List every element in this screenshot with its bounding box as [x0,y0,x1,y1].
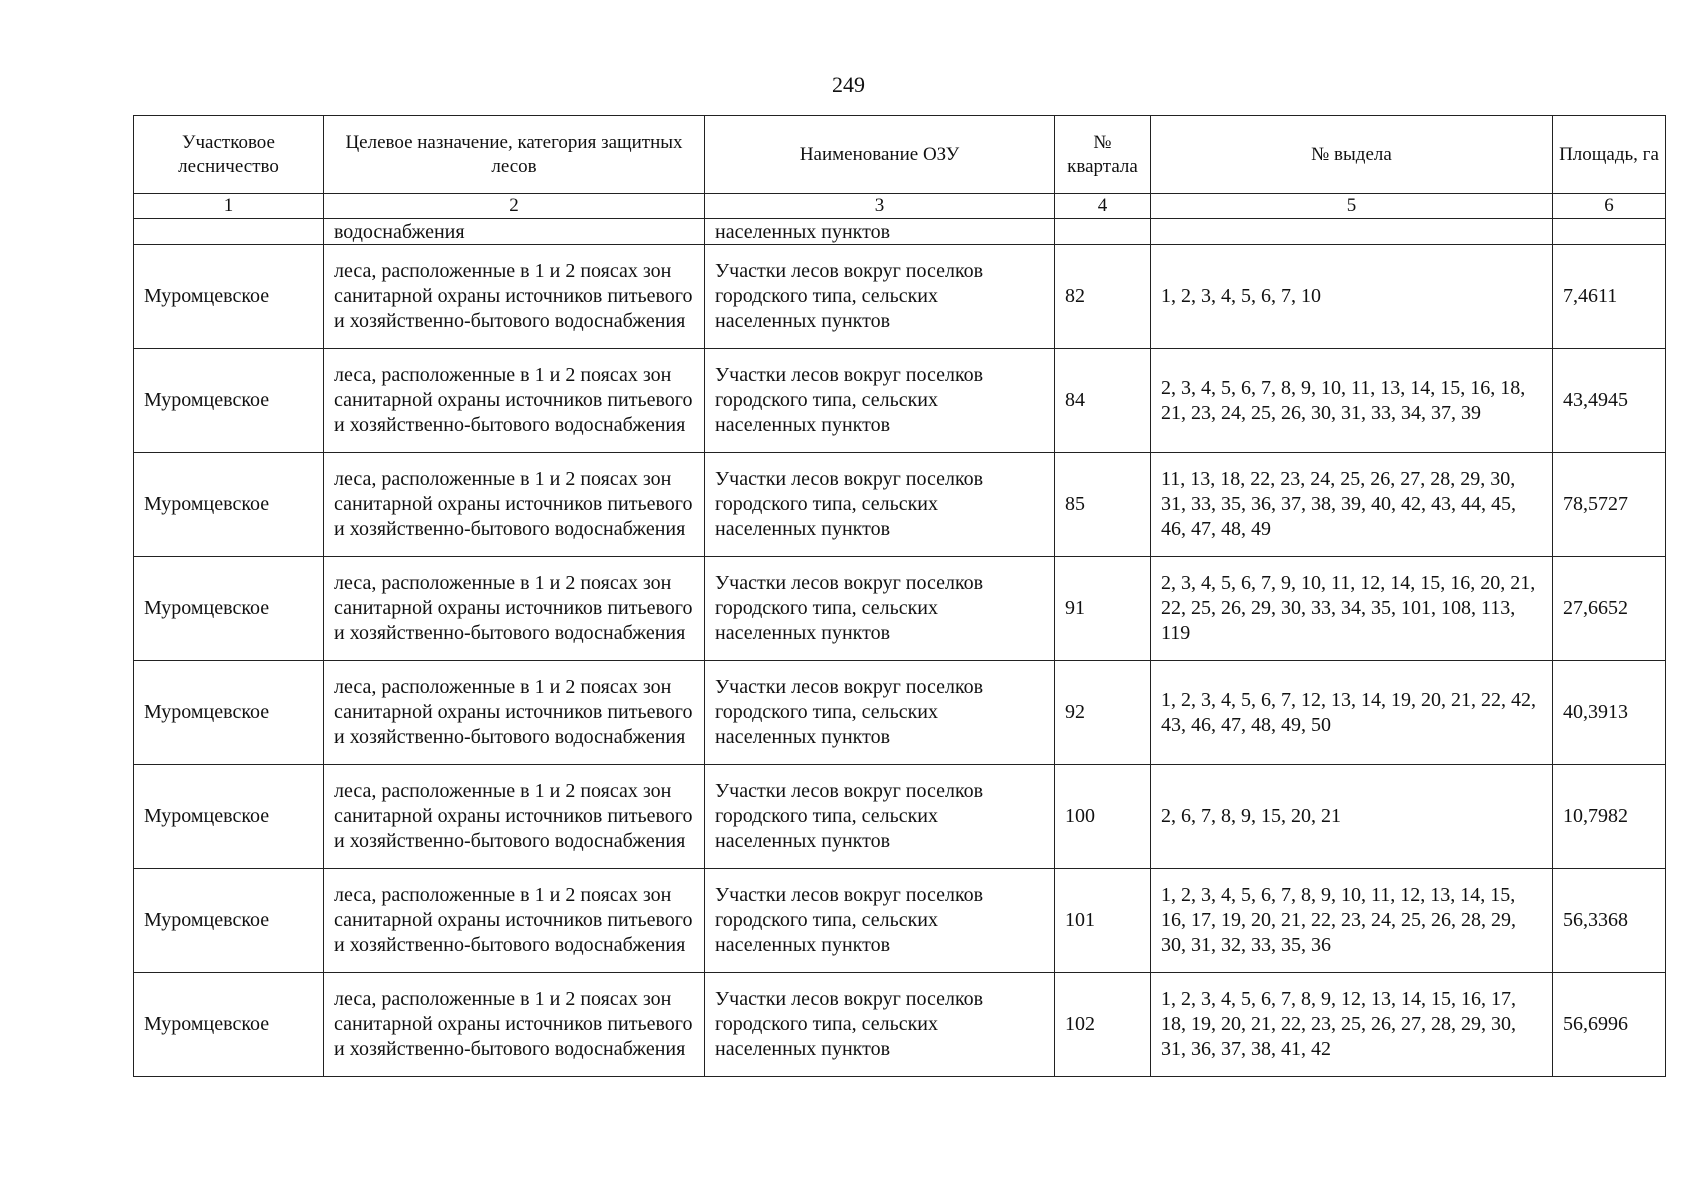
table-row [134,973,1666,1077]
cell-purpose: водоснабжения [324,219,705,245]
cell-quarter: 85 [1055,453,1151,557]
cell-sections: 2, 3, 4, 5, 6, 7, 8, 9, 10, 11, 13, 14, 15, 16, 18, 21, 23, 24, 25, 26, 30, 31, 33, 34, 37, 39 [1151,349,1553,453]
cell-quarter: 102 [1055,973,1151,1077]
table-row [134,661,1666,765]
cell-quarter: 92 [1055,661,1151,765]
cell-sections: 1, 2, 3, 4, 5, 6, 7, 8, 9, 10, 11, 12, 13, 14, 15, 16, 17, 19, 20, 21, 22, 23, 24, 25, 26, 28, 29, 30, 31, 32, 33, 35, 36 [1151,869,1553,973]
table-row [134,765,1666,869]
cell-forestry: Муромцевское [134,453,324,557]
column-header-purpose: Целевое назначение, категория защитных лесов [324,116,705,194]
cell-area: 43,4945 [1553,349,1666,453]
column-number: 1 [134,194,324,219]
column-header-forestry: Участковое лесничество [134,116,324,194]
cell-area: 56,3368 [1553,869,1666,973]
cell-purpose: леса, расположенные в 1 и 2 поясах зон санитарной охраны источников питьевого и хозяйственно-бытового водоснабжения [324,765,705,869]
column-header-ozu: Наименование ОЗУ [705,116,1055,194]
cell-quarter: 100 [1055,765,1151,869]
column-number-row [134,194,1666,219]
cell-forestry: Муромцевское [134,245,324,349]
cell-area: 40,3913 [1553,661,1666,765]
cell-sections: 11, 13, 18, 22, 23, 24, 25, 26, 27, 28, 29, 30, 31, 33, 35, 36, 37, 38, 39, 40, 42, 43, 44, 45, 46, 47, 48, 49 [1151,453,1553,557]
cell-purpose: леса, расположенные в 1 и 2 поясах зон санитарной охраны источников питьевого и хозяйственно-бытового водоснабжения [324,557,705,661]
column-header-quarter: № квартала [1055,116,1151,194]
cell-forestry [134,219,324,245]
cell-quarter: 91 [1055,557,1151,661]
cell-ozu: Участки лесов вокруг поселков городского типа, сельских населенных пунктов [705,869,1055,973]
cell-sections [1151,219,1553,245]
table-row [134,245,1666,349]
cell-purpose: леса, расположенные в 1 и 2 поясах зон санитарной охраны источников питьевого и хозяйственно-бытового водоснабжения [324,245,705,349]
cell-ozu: Участки лесов вокруг поселков городского типа, сельских населенных пунктов [705,973,1055,1077]
cell-area [1553,219,1666,245]
forest-table [133,115,1666,1077]
page-number: 249 [832,72,865,97]
table-row [134,349,1666,453]
cell-area: 10,7982 [1553,765,1666,869]
cell-area: 27,6652 [1553,557,1666,661]
cell-purpose: леса, расположенные в 1 и 2 поясах зон санитарной охраны источников питьевого и хозяйственно-бытового водоснабжения [324,453,705,557]
cell-sections: 1, 2, 3, 4, 5, 6, 7, 10 [1151,245,1553,349]
cell-ozu: Участки лесов вокруг поселков городского типа, сельских населенных пунктов [705,661,1055,765]
cell-sections: 2, 3, 4, 5, 6, 7, 9, 10, 11, 12, 14, 15, 16, 20, 21, 22, 25, 26, 29, 30, 33, 34, 35, 101, 108, 113, 119 [1151,557,1553,661]
column-number: 2 [324,194,705,219]
cell-purpose: леса, расположенные в 1 и 2 поясах зон санитарной охраны источников питьевого и хозяйственно-бытового водоснабжения [324,869,705,973]
cell-purpose: леса, расположенные в 1 и 2 поясах зон санитарной охраны источников питьевого и хозяйственно-бытового водоснабжения [324,349,705,453]
column-number: 6 [1553,194,1666,219]
cell-forestry: Муромцевское [134,973,324,1077]
cell-ozu: Участки лесов вокруг поселков городского типа, сельских населенных пунктов [705,349,1055,453]
cell-quarter: 84 [1055,349,1151,453]
cell-area: 56,6996 [1553,973,1666,1077]
table-row [134,869,1666,973]
cell-area: 78,5727 [1553,453,1666,557]
cell-forestry: Муромцевское [134,661,324,765]
column-number: 5 [1151,194,1553,219]
cell-forestry: Муромцевское [134,557,324,661]
cell-forestry: Муромцевское [134,349,324,453]
cell-area: 7,4611 [1553,245,1666,349]
continuation-row [134,219,1666,245]
table-row [134,557,1666,661]
cell-ozu: Участки лесов вокруг поселков городского типа, сельских населенных пунктов [705,453,1055,557]
column-header-sections: № выдела [1151,116,1553,194]
cell-sections: 1, 2, 3, 4, 5, 6, 7, 8, 9, 12, 13, 14, 15, 16, 17, 18, 19, 20, 21, 22, 23, 25, 26, 27, 28, 29, 30, 31, 36, 37, 38, 41, 42 [1151,973,1553,1077]
column-header-area: Площадь, га [1553,116,1666,194]
column-number: 4 [1055,194,1151,219]
table-row [134,453,1666,557]
cell-forestry: Муромцевское [134,765,324,869]
cell-quarter [1055,219,1151,245]
cell-sections: 2, 6, 7, 8, 9, 15, 20, 21 [1151,765,1553,869]
cell-ozu: Участки лесов вокруг поселков городского типа, сельских населенных пунктов [705,245,1055,349]
cell-sections: 1, 2, 3, 4, 5, 6, 7, 12, 13, 14, 19, 20, 21, 22, 42, 43, 46, 47, 48, 49, 50 [1151,661,1553,765]
header-row [134,116,1666,194]
cell-ozu: Участки лесов вокруг поселков городского типа, сельских населенных пунктов [705,765,1055,869]
cell-quarter: 101 [1055,869,1151,973]
cell-forestry: Муромцевское [134,869,324,973]
cell-purpose: леса, расположенные в 1 и 2 поясах зон санитарной охраны источников питьевого и хозяйственно-бытового водоснабжения [324,661,705,765]
column-number: 3 [705,194,1055,219]
cell-ozu: Участки лесов вокруг поселков городского типа, сельских населенных пунктов [705,557,1055,661]
cell-ozu: населенных пунктов [705,219,1055,245]
cell-purpose: леса, расположенные в 1 и 2 поясах зон санитарной охраны источников питьевого и хозяйственно-бытового водоснабжения [324,973,705,1077]
cell-quarter: 82 [1055,245,1151,349]
